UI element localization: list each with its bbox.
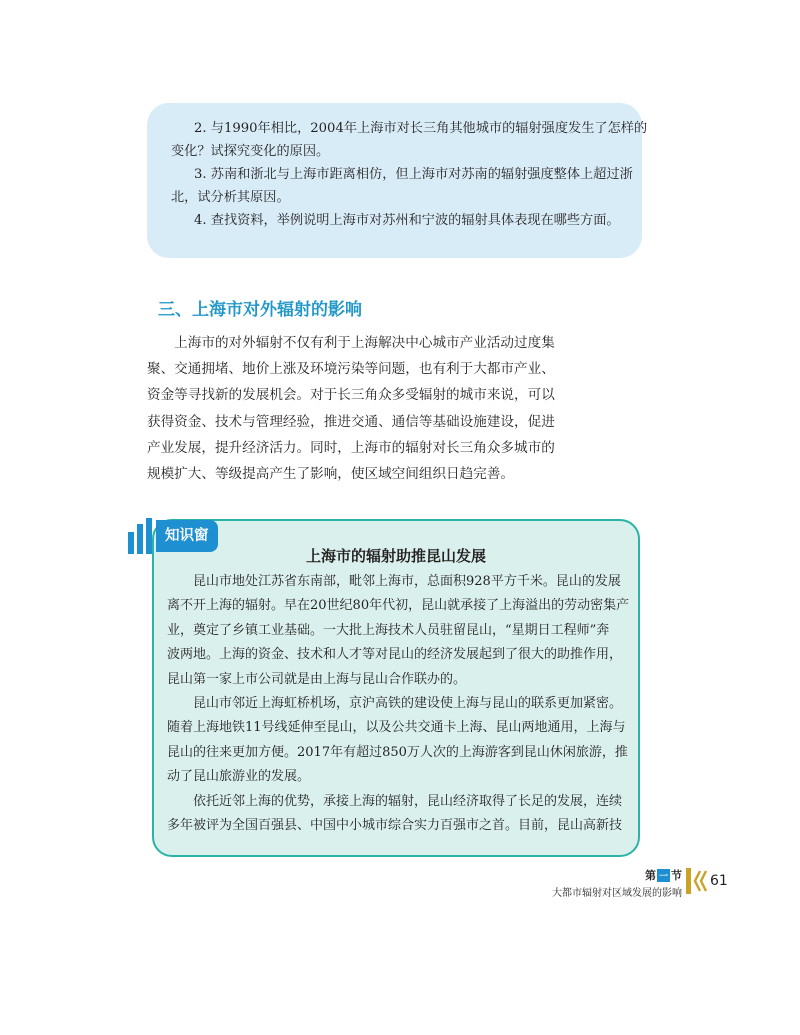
body-line: 上海市的对外辐射不仅有利于上海解决中心城市产业活动过度集 — [147, 335, 555, 351]
chapter-subtitle: 大都市辐射对区域发展的影响 — [552, 888, 682, 899]
section-body — [147, 330, 567, 487]
knowledge-body — [167, 570, 630, 838]
knowledge-line: 随着上海地铁11号线延伸至昆山，以及公共交通卡上海、昆山两地通用，上海与 — [167, 720, 626, 736]
section-title: 三、上海市对外辐射的影响 — [158, 300, 362, 320]
knowledge-line: 离不开上海的辐射。早在20世纪80年代初，昆山就承接了上海溢出的劳动密集产 — [167, 598, 630, 614]
question-line: 3. 苏南和浙北与上海市距离相仿，但上海市对苏南的辐射强度整体上超过浙 — [194, 167, 633, 182]
question-line: 北，试分析其原因。 — [171, 190, 290, 205]
body-line: 资金等寻找新的发展机会。对于长三角众多受辐射的城市来说，可以 — [147, 387, 555, 404]
knowledge-title: 上海市的辐射助推昆山发展 — [305, 547, 486, 565]
page-number-block — [686, 868, 728, 894]
chapter-number: 一 — [657, 869, 670, 882]
question-line: 2. 与1990年相比，2004年上海市对长三角其他城市的辐射强度发生了怎样的 — [194, 121, 648, 136]
chapter-suffix: 节 — [671, 869, 682, 882]
body-line: 聚、交通拥堵、地价上涨及环境污染等问题，也有利于大都市产业、 — [147, 361, 555, 378]
question-line: 变化？试探究变化的原因。 — [171, 144, 330, 159]
knowledge-line: 昆山第一家上市公司就是由上海与昆山合作联办的。 — [167, 671, 467, 687]
questions-box — [147, 103, 648, 258]
question-line: 4. 查找资料，举例说明上海市对苏州和宁波的辐射具体表现在哪些方面。 — [194, 213, 620, 228]
badge-bars-icon — [128, 518, 152, 554]
knowledge-line: 昆山市地处江苏省东南部，毗邻上海市，总面积928平方千米。昆山的发展 — [167, 574, 621, 589]
page-marker-bar-icon — [686, 868, 691, 894]
knowledge-line: 昆山的往来更加方便。2017年有超过850万人次的上海游客到昆山休闲旅游，推 — [167, 744, 628, 760]
knowledge-line: 动了昆山旅游业的发展。 — [167, 769, 311, 785]
knowledge-line: 昆山市邻近上海虹桥机场，京沪高铁的建设使上海与昆山的联系更加紧密。 — [167, 696, 623, 712]
knowledge-line: 依托近邻上海的优势，承接上海的辐射，昆山经济取得了长足的发展，连续 — [167, 793, 623, 809]
knowledge-line: 波两地。上海的资金、技术和人才等对昆山的经济发展起到了很大的助推作用， — [167, 647, 623, 663]
page-number: 61 — [710, 873, 728, 889]
body-line: 获得资金、技术与管理经验，推进交通、通信等基础设施建设，促进 — [147, 413, 555, 430]
knowledge-line: 业，奠定了乡镇工业基础。一大批上海技术人员驻留昆山，“星期日工程师”奔 — [167, 622, 610, 638]
knowledge-line: 多年被评为全国百强县、中国中小城市综合实力百强市之首。目前，昆山高新技 — [167, 818, 623, 834]
page-footer — [552, 867, 682, 899]
body-line: 规模扩大、等级提高产生了影响，使区域空间组织日趋完善。 — [147, 466, 515, 483]
chapter-label — [552, 867, 682, 883]
body-line: 产业发展，提升经济活力。同时，上海市的辐射对长三角众多城市的 — [147, 439, 555, 456]
badge-label: 知识窗 — [156, 520, 218, 552]
chapter-prefix: 第 — [644, 869, 656, 882]
double-chevron-left-icon — [693, 870, 707, 892]
